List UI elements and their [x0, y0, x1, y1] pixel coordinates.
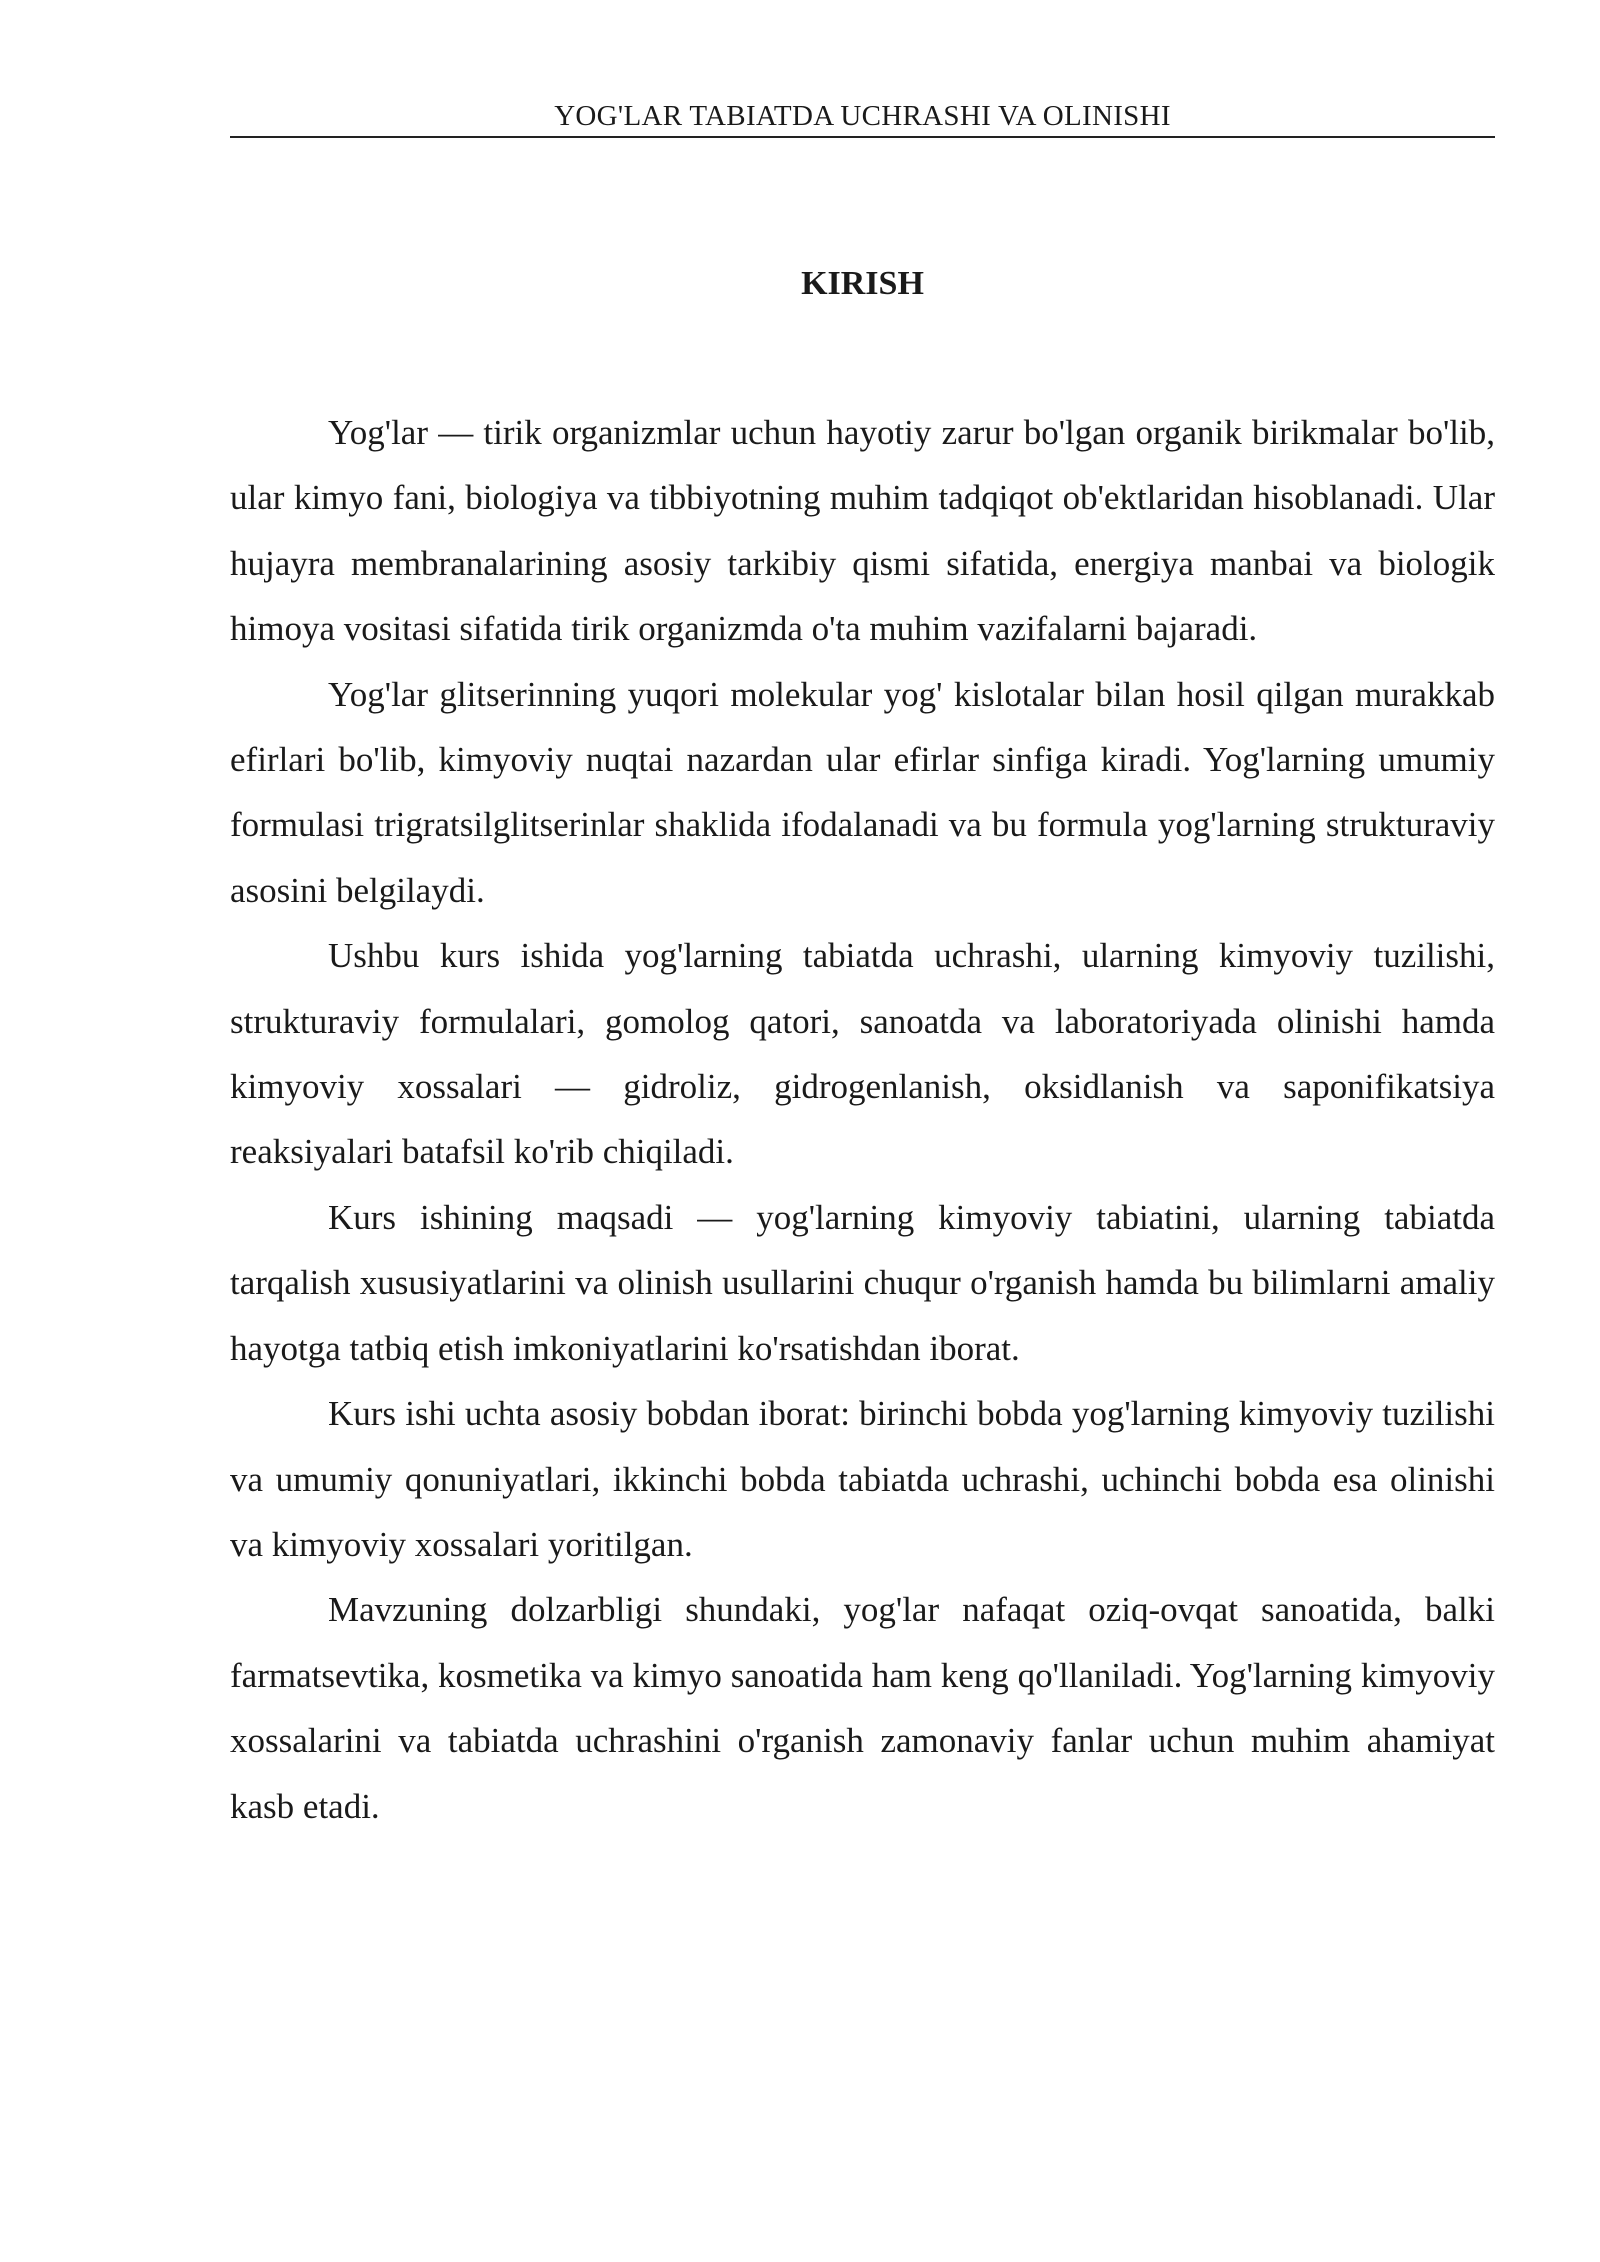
paragraph: Kurs ishi uchta asosiy bobdan iborat: birinchi bobda yog'larning kimyoviy tuzilishi va umumiy qonuniyatlari, ikkinchi bobda tabiatda uchrashi, uchinchi bobda esa olinishi va kimyoviy xossalari yoritilgan.: [230, 1394, 1495, 1564]
running-header: YOG'LAR TABIATDA UCHRASHI VA OLINISHI: [554, 100, 1171, 132]
paragraph: Yog'lar — tirik organizmlar uchun hayotiy zarur bo'lgan organik birikmalar bo'lib, ular kimyo fani, biologiya va tibbiyotning muhim tadqiqot ob'ektlaridan hisoblanadi. Ular hujayra membranalarining asosiy tarkibiy qismi sifatida, energiya manbai va biologik himoya vositasi sifatida tirik organizmda o'ta muhim vazifalarni bajaradi.: [230, 413, 1495, 649]
paragraph: Mavzuning dolzarbligi shundaki, yog'lar nafaqat oziq-ovqat sanoatida, balki farmatsevtika, kosmetika va kimyo sanoatida ham keng qo'llaniladi. Yog'larning kimyoviy xossalarini va tabiatda uchrashini o'rganish zamonaviy fanlar uchun muhim ahamiyat kasb etadi.: [230, 1590, 1495, 1826]
paragraph: Kurs ishining maqsadi — yog'larning kimyoviy tabiatini, ularning tabiatda tarqalish xususiyatlarini va olinish usullarini chuqur o'rganish hamda bu bilimlarni amaliy hayotga tatbiq etish imkoniyatlarini ko'rsatishdan iborat.: [230, 1197, 1495, 1368]
paragraph: Yog'lar glitserinning yuqori molekular yog' kislotalar bilan hosil qilgan murakkab efirlari bo'lib, kimyoviy nuqtai nazardan ular efirlar sinfiga kiradi. Yog'larning umumiy formulasi trigratsilglitserinlar shaklida ifodalanadi va bu formula yog'larning strukturaviy asosini belgilaydi.: [230, 674, 1495, 910]
body-text: [230, 400, 1495, 1839]
header-divider: [230, 136, 1495, 138]
paragraph: Ushbu kurs ishida yog'larning tabiatda uchrashi, ularning kimyoviy tuzilishi, strukturaviy formulalari, gomolog qatori, sanoatda va laboratoriyada olinishi hamda kimyoviy xossalari — gidroliz, gidrogenlanish, oksidlanish va saponifikatsiya reaksiyalari batafsil ko'rib chiqiladi.: [230, 936, 1495, 1172]
section-title: KIRISH: [801, 265, 924, 302]
